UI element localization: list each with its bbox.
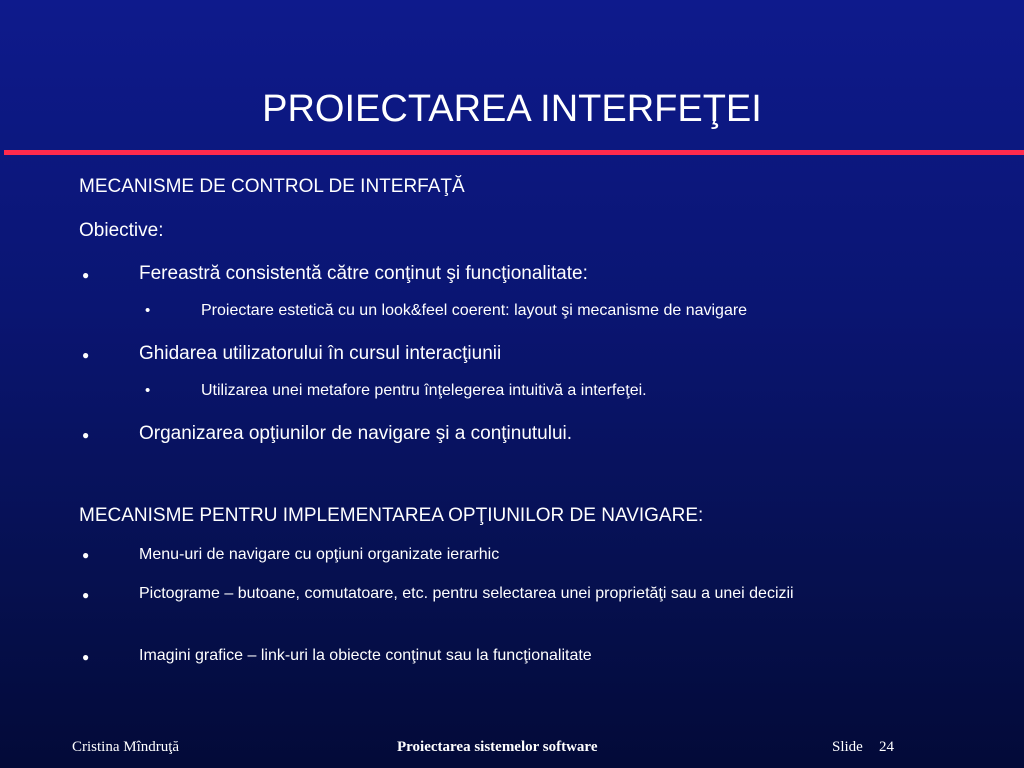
sub-bullet-icon: • [145,382,151,399]
footer-author: Cristina Mîndruţă [72,739,180,755]
sub-list-item: Utilizarea unei metafore pentru înţelegerea intuitivă a interfeţei. [201,382,647,399]
list-item: Menu-uri de navigare cu opţiuni organizate ierarhic [139,546,500,563]
sub-list-item: Proiectare estetică cu un look&feel coerent: layout şi mecanisme de navigare [201,302,748,319]
footer-slide-label: Slide [832,739,863,755]
list-item: Fereastră consistentă către conţinut şi funcţionalitate: [139,263,588,284]
list-item: Pictograme – butoane, comutatoare, etc. pentru selectarea unei proprietăţi sau a unei decizii [139,585,794,602]
bullet-icon: ● [82,348,90,362]
bullet-icon: ● [82,650,90,664]
bullet-icon: ● [82,588,90,602]
list-item: Imagini grafice – link-uri la obiecte conţinut sau la funcţionalitate [139,647,592,664]
bullet-icon: ● [82,428,90,442]
section1-heading: MECANISME DE CONTROL DE INTERFAŢĂ [79,176,465,197]
bullet-icon: ● [82,268,90,282]
footer-slide-number: 24 [879,739,894,755]
section2-heading: MECANISME PENTRU IMPLEMENTAREA OPŢIUNILOR DE NAVIGARE: [79,505,704,526]
bullet-icon: ● [82,548,90,562]
list-item: Ghidarea utilizatorului în cursul interacţiunii [139,343,502,364]
list-item: Organizarea opţiunilor de navigare şi a conţinutului. [139,423,573,444]
section1-subheading: Obiective: [79,220,164,241]
footer-course-title: Proiectarea sistemelor software [397,739,598,755]
slide-title: PROIECTAREA INTERFEŢEI [262,88,762,130]
sub-bullet-icon: • [145,302,151,319]
